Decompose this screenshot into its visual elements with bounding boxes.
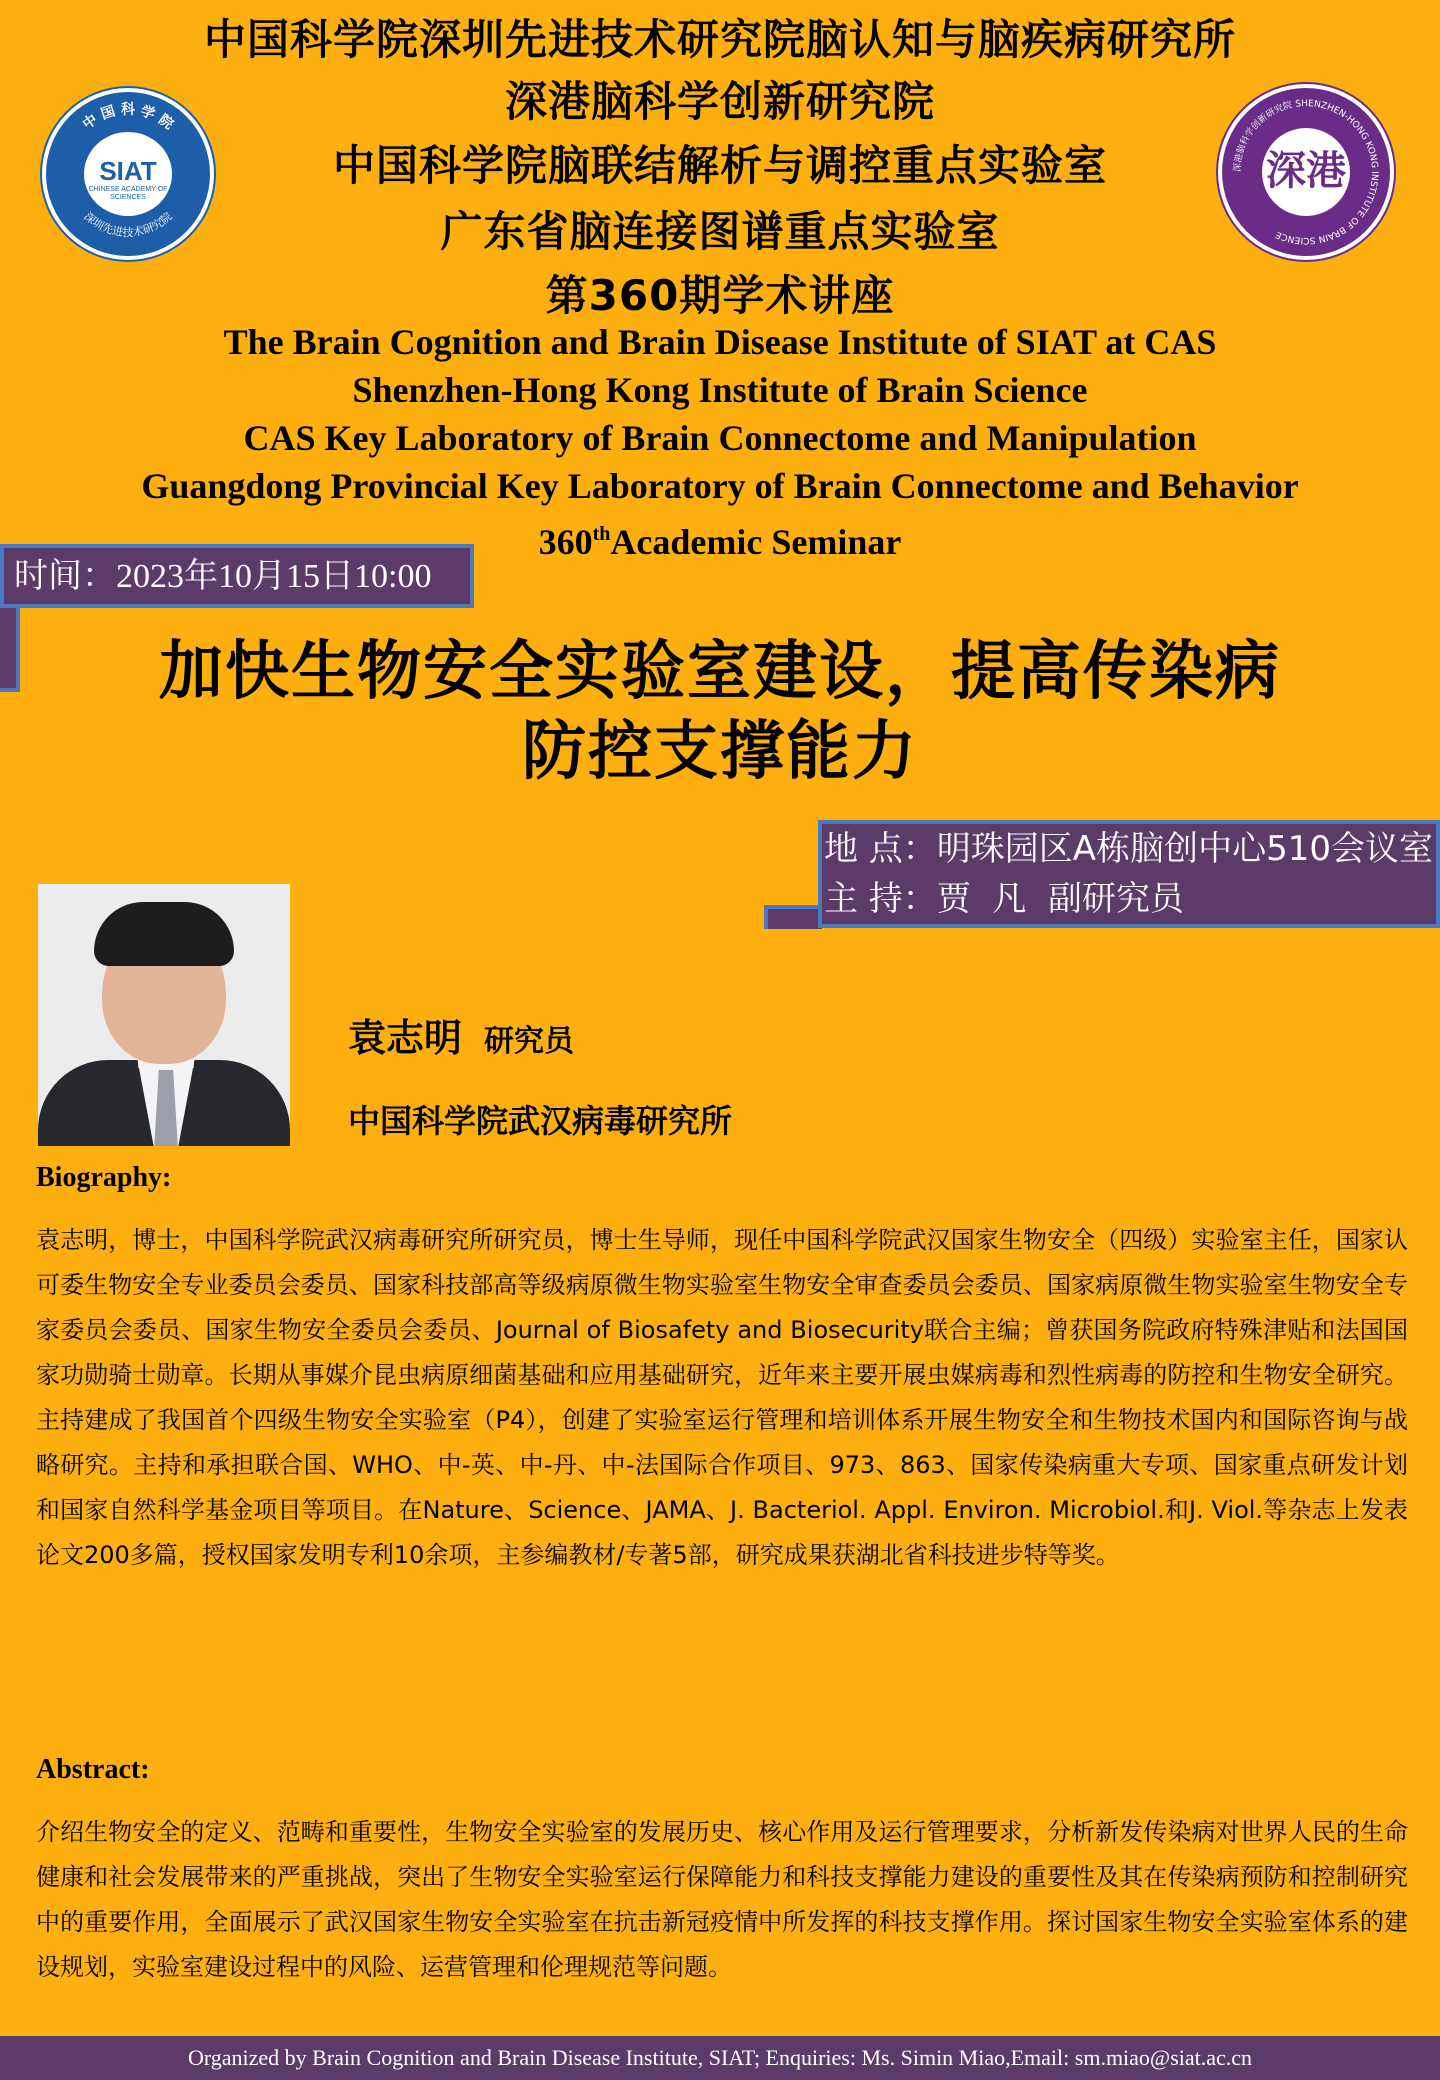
abstract-text: 介绍生物安全的定义、范畴和重要性，生物安全实验室的发展历史、核心作用及运行管理要求，分析新发传染病对世界人民的生命健康和社会发展带来的严重挑战，突出了生物安全实验室运行保障能力和科技支撑能力建设的重要性及其在传染病预防和控制研究中的重要作用，全面展示了武汉国家生物安全实验室在抗击新冠疫情中所发挥的科技支撑作用。探讨国家生物安全实验室体系的建设规划，实验室建设过程中的风险、运营管理和伦理规范等问题。 [36,1818,1408,1981]
brain-logo-glyph: 深港 [1266,148,1346,194]
host-label: 主 持： [824,879,937,919]
brain-institute-logo [1218,84,1394,260]
siat-logo-sub: CHINESE ACADEMY OF SCIENCES [88,186,168,201]
time-label: 时间： [14,556,116,596]
abstract-label: Abstract: [36,1754,150,1785]
venue-host-box [818,820,1440,928]
header-en-line-4: Guangdong Provincial Key Laboratory of Brain Connectome and Behavior [141,466,1299,506]
time-box [0,544,474,608]
speaker-photo [38,884,290,1146]
talk-title-line-1: 加快生物安全实验室建设，提高传染病 [159,635,1281,709]
speaker-name-row [348,1012,574,1068]
time-value: 2023年10月15日10:00 [116,558,432,595]
location-label: 地 点： [824,829,937,869]
svg-text:中 国 科 学 院 [79,101,176,133]
seminar-suffix: th [592,523,611,545]
photo-hair [94,902,234,966]
speaker-name: 袁志明 [348,1016,463,1060]
biography-text: 袁志明，博士，中国科学院武汉病毒研究所研究员，博士生导师，现任中国科学院武汉国家生物安全（四级）实验室主任，国家认可委生物安全专业委员会委员、国家科技部高等级病原微生物实验室生物安全审查委员会委员、国家病原微生物实验室生物安全专家委员会委员、国家生物安全委员会委员、Journal of Biosafety and Biosecurity联合主编；曾获国务院政府特殊津贴和法国国家功勋骑士勋章。长期从事媒介昆虫病原细菌基础和应用基础研究，近年来主要开展虫媒病毒和烈性病毒的防控和生物安全研究。主持建成了我国首个四级生物安全实验室（P4），创建了实验室运行管理和培训体系开展生物安全和生物技术国内和国际咨询与战略研究。主持和承担联合国、WHO、中-英、中-丹、中-法国际合作项目、973、863、国家传染病重大专项、国家重点研发计划和国家自然科学基金项目等项目。在Nature、Science、JAMA、J. Bacteriol. Appl. Environ. Microbiol.和J. Viol.等杂志上发表论文200多篇，授权国家发明专利10余项，主参编教材/专著5部，研究成果获湖北省科技进步特等奖。 [36,1226,1408,1569]
header-cn-line-3: 中国科学院脑联结解析与调控重点实验室 [332,141,1107,190]
speaker-org: 中国科学院武汉病毒研究所 [348,1102,733,1140]
siat-ring-bottom: 深圳先进技术研究院 [81,209,175,240]
header-en-line-3: CAS Key Laboratory of Brain Connectome and Manipulation [243,418,1197,458]
venue-box-connector [764,905,822,929]
siat-logo-core [84,132,172,216]
siat-logo-text: SIAT [99,156,157,186]
seminar-number: 360 [538,522,593,562]
talk-title-line-2: 防控支撑能力 [522,715,918,789]
siat-logo [42,88,214,260]
host-value: 贾 凡 副研究员 [936,879,1185,919]
brain-ring-text: 深港脑科学创新研究院 SHENZHEN-HONG KONG INSTITUTE OF BRAIN SCIENCE [1232,98,1380,246]
location-row [824,824,1436,874]
seminar-label: Academic Seminar [610,522,902,562]
header-en-line-1: The Brain Cognition and Brain Disease Institute of SIAT at CAS [223,322,1217,362]
brain-logo-core [1262,128,1350,216]
header-cn-line-1: 中国科学院深圳先进技术研究院脑认知与脑疾病研究所 [203,15,1236,64]
header-en-line-2: Shenzhen-Hong Kong Institute of Brain Science [352,370,1088,410]
header-cn-line-5: 第360期学术讲座 [545,271,895,320]
host-row [824,874,1436,924]
header-cn-line-4: 广东省脑连接图谱重点实验室 [440,207,1000,256]
siat-ring-top: 中 国 科 学 院 [79,102,177,133]
header-cn-line-2: 深港脑科学创新研究院 [504,77,935,126]
location-value: 明珠园区A栋脑创中心510会议室 [936,829,1433,869]
speaker-rank: 研究员 [484,1024,575,1059]
footer-organizer: Organized by Brain Cognition and Brain Disease Institute, SIAT; Enquiries: Ms. Simin Miao,Email: sm.miao@siat.ac.cn [0,2036,1440,2080]
biography-label: Biography: [36,1162,172,1193]
